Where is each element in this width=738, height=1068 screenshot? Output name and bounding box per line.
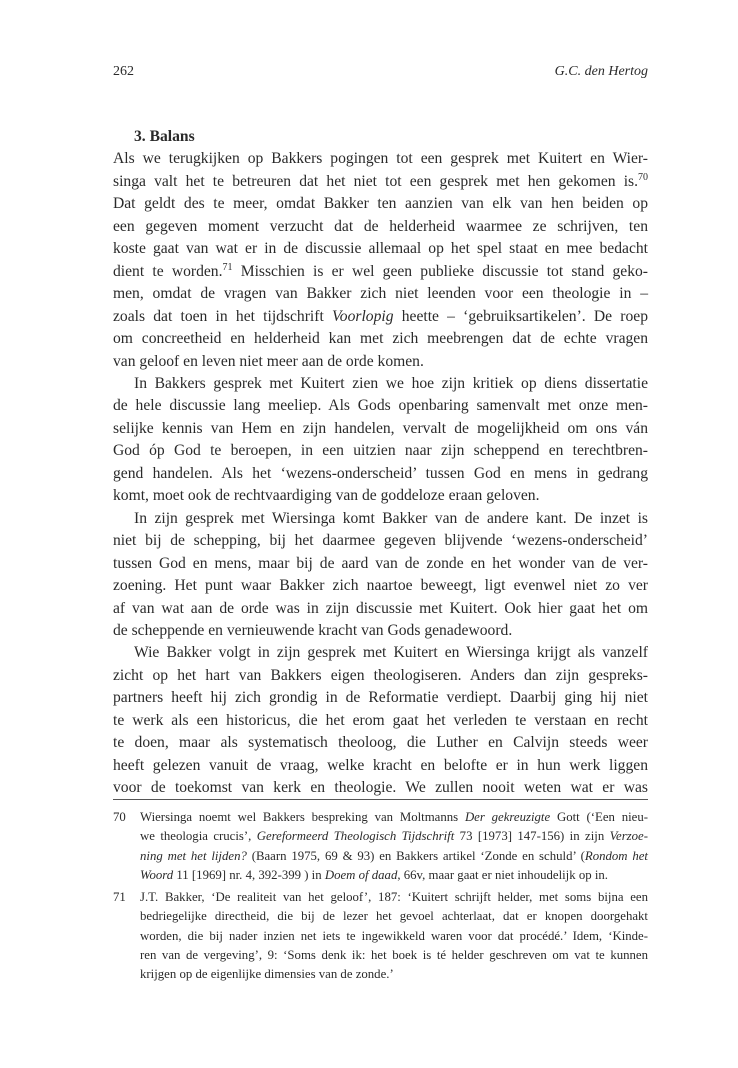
text-line: tussen God en mens, maar bij de aard van de zonde en het wonder van de ver-: [113, 554, 648, 572]
footnote-line: ren van de vergeving’, 9: ‘Soms denk ik: het boek is té helder geschreven om vat te kunnen: [140, 948, 648, 963]
journal-title: Woord: [140, 867, 174, 882]
footnote-number: 70: [113, 810, 126, 824]
text-segment: 73 [1973] 147-156) in zijn: [454, 829, 610, 844]
main-text: [113, 126, 648, 800]
journal-title: Gereformeerd Theologisch Tijdschrift: [256, 829, 455, 844]
text-line: partners heeft hij zich grondig in de Reformatie verdiept. Daarbij ging hij niet: [113, 689, 648, 707]
text-segment: zoals dat toen in het tijdschrift: [113, 307, 332, 325]
text-segment: 11 [1969] nr. 4, 392-399 ) in: [173, 867, 325, 882]
text-segment: (Baarn 1975, 69 & 93) en Bakkers artikel ‘Zonde en schuld’ (: [246, 848, 585, 863]
text-segment: , 66v, maar gaat er niet inhoudelijk op in.: [397, 867, 608, 882]
text-line: Als we terugkijken op Bakkers pogingen tot een gesprek met Kuitert en Wier-: [113, 150, 648, 168]
text-line: van geloof en leven niet meer aan de orde komen.: [113, 352, 424, 370]
running-head: G.C. den Hertog: [554, 64, 648, 79]
text-line: zicht op het hart van Bakkers eigen theologiseren. Anders dan zijn gespreks-: [113, 666, 648, 684]
page-number: 262: [113, 64, 134, 79]
text-line: heeft gelezen vanuit de vraag, welke kracht en belofte er in hun werk liggen: [113, 756, 648, 774]
footnote-line: J.T. Bakker, ‘De realiteit van het geloof’, 187: ‘Kuitert schrijft helder, met soms bijna een: [140, 890, 648, 905]
footnote-line: [140, 827, 648, 846]
book-title: Der gekreuzigte: [464, 810, 551, 824]
footnote-line: worden, die bij nader inzien net iets te ingewikkeld waren voor dat procédé.’ Idem, ‘Kinde-: [140, 928, 648, 943]
footnote-line: bedriegelijke directheid, die bij de lezer het gevoel achterlaat, dat er knopen doorgehakt: [140, 909, 648, 924]
text-line: niet bij de schepping, bij het daarmee gegeven blijvende ‘wezens-onderscheid’: [113, 532, 648, 550]
page-header: [113, 64, 648, 84]
text-line: Wie Bakker volgt in zijn gesprek met Kuitert en Wiersinga krijgt als vanzelf: [134, 644, 648, 662]
text-line: gend handelen. Als het ‘wezens-onderscheid’ tussen God en mens in gedrang: [113, 464, 648, 482]
text-segment: Gott (‘Een nieu-: [550, 810, 648, 824]
section-heading: 3. Balans: [134, 128, 195, 145]
footnote-ref-70[interactable]: 70: [638, 171, 648, 183]
footnote-ref-71[interactable]: 71: [222, 261, 233, 273]
footnote-line: [140, 847, 648, 866]
footnote-70: [113, 808, 648, 885]
text-segment: singa valt het te betreuren dat het niet tot een gesprek met hen gekomen is.: [113, 172, 638, 190]
paragraph-4: [113, 642, 648, 799]
text-line: Dat geldt des te meer, omdat Bakker ten aanzien van elk van hen beiden op: [113, 195, 648, 213]
book-title: Doem of daad: [324, 867, 398, 882]
book-title: Verzoe-: [609, 829, 649, 844]
text-segment: dient te worden.: [113, 262, 223, 280]
text-segment: Wiersinga noemt wel Bakkers bespreking van Moltmanns: [140, 810, 465, 824]
footnote-divider: [113, 799, 648, 800]
text-line: te doen, maar als systematisch theoloog, die Luther en Calvijn steeds weer: [113, 734, 648, 752]
text-line: zoening. Het punt waar Bakker zich naartoe beweegt, ligt evenwel niet zo ver: [113, 577, 648, 595]
text-line: af van wat aan de orde was in zijn discussie met Kuitert. Ook hier gaat het om: [113, 599, 648, 617]
text-line: In zijn gesprek met Wiersinga komt Bakker van de andere kant. De inzet is: [134, 509, 648, 527]
text-line: men, omdat de vragen van Bakker zich niet leenden voor een theologie in –: [113, 285, 648, 303]
text-line: een gegeven moment verzucht dat de helderheid waarmee ze schrijven, ten: [113, 217, 648, 235]
text-line: koste gaat van wat er in de discussie allemaal op het spel staat en mee bedacht: [113, 240, 648, 258]
footnote-number: 71: [113, 890, 126, 905]
text-segment: heette – ‘gebruiksartikelen’. De roep: [393, 307, 648, 325]
text-line: de scheppende en vernieuwende kracht van Gods genadewoord.: [113, 621, 513, 639]
paragraph-3: [113, 508, 648, 643]
text-line: om concreetheid en helderheid kan met zich meebrengen dat de echte vragen: [113, 330, 648, 348]
text-line: God óp God te beroepen, in een uitzien naar zijn scheppend en terechtbren-: [113, 442, 648, 460]
journal-title: Rondom het: [584, 848, 648, 863]
text-line: komt, moet ook de rechtvaardiging van de goddeloze eraan geloven.: [113, 487, 540, 505]
text-segment: Misschien is er wel geen publieke discussie tot stand geko-: [232, 262, 648, 280]
text-line: voor de toekomst van kerk en theologie. We zullen nooit weten wat er was: [113, 779, 648, 797]
journal-title: Voorlopig: [332, 307, 394, 325]
footnote-line: [140, 866, 648, 885]
book-title: ning met het lijden?: [140, 848, 247, 863]
footnote-line: krijgen op de eigenlijke dimensies van de zonde.’: [140, 967, 394, 982]
paragraph-1: [113, 148, 648, 373]
text-line: de hele discussie lang meeliep. Als Gods openbaring samenvalt met onze men-: [113, 397, 648, 415]
footnote-line: [140, 808, 648, 827]
text-segment: we theologia crucis’,: [140, 829, 257, 844]
footnotes: [113, 808, 648, 988]
text-line: [113, 171, 648, 193]
text-line: [113, 306, 648, 328]
text-line: selijke kennis van Hem en zijn handelen, vervalt de mogelijkheid om ons ván: [113, 419, 648, 437]
paragraph-2: [113, 373, 648, 508]
text-line: te werk als een historicus, die het erom gaat het verleden te verstaan en recht: [113, 711, 648, 729]
text-line: [113, 261, 648, 283]
footnote-71: [113, 888, 648, 984]
text-line: In Bakkers gesprek met Kuitert zien we hoe zijn kritiek op diens dissertatie: [134, 374, 648, 392]
